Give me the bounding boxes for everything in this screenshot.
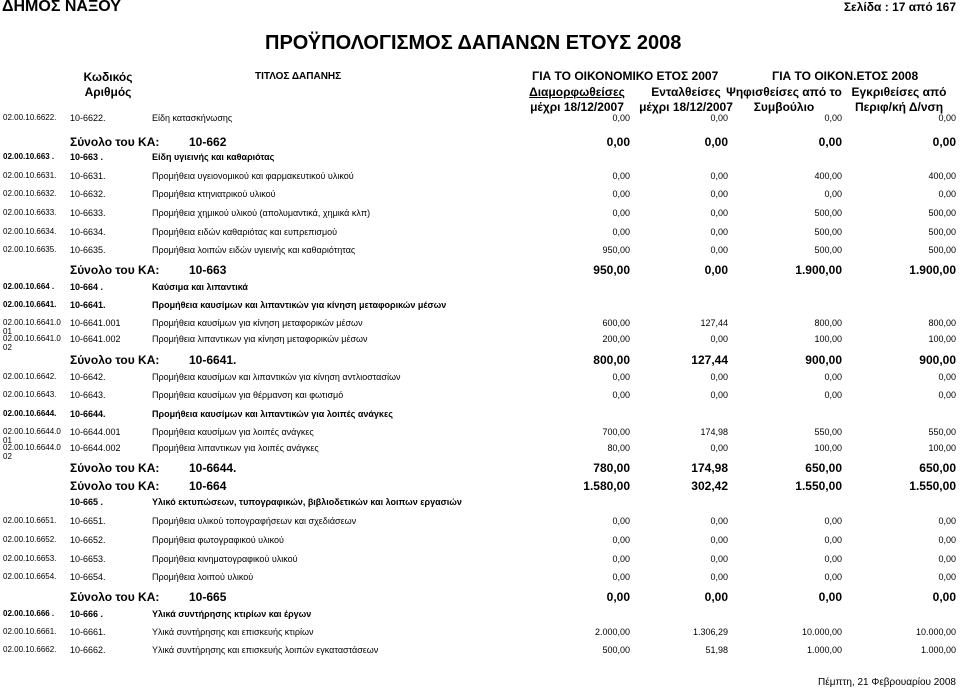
value-ordered-2007: 0,00 — [710, 443, 728, 453]
item-description: Υλικά συντήρησης και επισκευής κτιρίων — [152, 627, 314, 637]
value-ordered-2007: 51,98 — [705, 645, 728, 655]
column-header-c2-line2: μέχρι 18/12/2007 — [639, 100, 733, 114]
value-ordered-2007: 0,00 — [710, 372, 728, 382]
item-description: Προμήθεια καυσίμων για λοιπές ανάγκες — [152, 427, 314, 437]
value-approved-2008: 1.550,00 — [909, 479, 956, 493]
column-header-c1 — [520, 85, 634, 115]
value-approved-2008: 500,00 — [928, 245, 956, 255]
value-approved-2008: 100,00 — [928, 334, 956, 344]
total-label: Σύνολο του ΚΑ: — [70, 263, 160, 277]
group-row — [0, 152, 960, 168]
item-code: 10-6631. — [70, 171, 106, 181]
column-header-c3 — [724, 85, 844, 115]
value-ordered-2007: 0,00 — [710, 516, 728, 526]
total-label: Σύνολο του ΚΑ: — [70, 135, 160, 149]
value-voted-2008: 500,00 — [814, 245, 842, 255]
value-voted-2008: 0,00 — [818, 135, 842, 149]
table-row — [0, 189, 960, 205]
total-code: 10-664 — [189, 479, 227, 493]
value-ordered-2007: 0,00 — [710, 390, 728, 400]
value-approved-2008: 1.000,00 — [920, 645, 956, 655]
total-row — [0, 353, 960, 369]
item-code: 10-6632. — [70, 189, 106, 199]
value-approved-2008: 0,00 — [938, 189, 956, 199]
column-header-code-line1: Κωδικός — [83, 70, 133, 84]
account-code: 02.00.10.6644. — [3, 409, 57, 418]
item-description: Προμήθεια λιπαντικων για λοιπές ανάγκες — [152, 443, 319, 453]
account-code: 02.00.10.6653. — [3, 554, 57, 563]
item-description: Προμήθεια λοιπών ειδών υγιεινής και καθαριότητας — [152, 245, 356, 255]
value-ordered-2007: 302,42 — [691, 479, 728, 493]
item-description: Είδη υγιεινής και καθαριότας — [152, 152, 275, 162]
value-shaped-2007: 600,00 — [602, 318, 630, 328]
table-row — [0, 516, 960, 532]
total-code: 10-6641. — [189, 353, 237, 367]
value-voted-2008: 500,00 — [814, 208, 842, 218]
total-row — [0, 135, 960, 151]
value-voted-2008: 100,00 — [814, 334, 842, 344]
account-code-line1: 02.00.10.6641.0 — [3, 334, 61, 343]
table-row — [0, 318, 960, 334]
account-code: 02.00.10.666 . — [3, 609, 55, 618]
account-code-line2: 01 — [3, 327, 12, 336]
item-description: Προμήθεια υλικού τοπογραφήσεων και σχεδιάσεων — [152, 516, 357, 526]
value-ordered-2007: 0,00 — [704, 135, 728, 149]
item-description: Προμήθεια καυσίμων για θέρμανση και φωτισμό — [152, 390, 344, 400]
item-code: 10-6642. — [70, 372, 106, 382]
group-row — [0, 282, 960, 298]
value-approved-2008: 500,00 — [928, 208, 956, 218]
total-label: Σύνολο του ΚΑ: — [70, 353, 160, 367]
total-code: 10-665 — [189, 590, 227, 604]
value-voted-2008: 0,00 — [824, 572, 842, 582]
account-code: 02.00.10.6654. — [3, 572, 57, 581]
value-shaped-2007: 0,00 — [612, 390, 630, 400]
account-code: 02.00.10.6661. — [3, 627, 57, 636]
account-code: 02.00.10.6652. — [3, 535, 57, 544]
account-code: 02.00.10.6634. — [3, 227, 57, 236]
item-code: 10-6641.002 — [70, 334, 121, 344]
column-header-c1-line2: μέχρι 18/12/2007 — [530, 100, 624, 114]
value-voted-2008: 100,00 — [814, 443, 842, 453]
account-code: 02.00.10.6662. — [3, 645, 57, 654]
account-code: 02.00.10.6622. — [3, 113, 57, 122]
table-row — [0, 427, 960, 443]
value-voted-2008: 500,00 — [814, 227, 842, 237]
account-code-line2: 01 — [3, 436, 12, 445]
value-shaped-2007: 950,00 — [593, 263, 630, 277]
item-description: Προμήθεια φωτογραφικού υλικού — [152, 535, 284, 545]
value-shaped-2007: 1.580,00 — [583, 479, 630, 493]
table-row — [0, 208, 960, 224]
item-code: 10-6644.002 — [70, 443, 121, 453]
item-code: 10-6634. — [70, 227, 106, 237]
item-description: Υλικά συντήρησης και επισκευής λοιπών εγκαταστάσεων — [152, 645, 379, 655]
value-approved-2008: 0,00 — [938, 516, 956, 526]
account-code-line1: 02.00.10.6644.0 — [3, 443, 61, 452]
item-description: Προμήθεια υγειονομικού και φαρμακευτικού υλικού — [152, 171, 354, 181]
item-code: 10-6644.001 — [70, 427, 121, 437]
value-ordered-2007: 0,00 — [704, 590, 728, 604]
item-code: 10-665 . — [70, 497, 104, 507]
column-header-code-line2: Αριθμός — [84, 85, 132, 99]
item-code: 10-6652. — [70, 535, 106, 545]
column-header-c3-line1: Ψηφισθείσες από το — [726, 85, 842, 99]
item-code: 10-663 . — [70, 152, 104, 162]
value-ordered-2007: 0,00 — [710, 227, 728, 237]
value-shaped-2007: 0,00 — [606, 590, 630, 604]
total-code: 10-662 — [189, 135, 227, 149]
value-shaped-2007: 2.000,00 — [594, 627, 630, 637]
footer-date: Πέμπτη, 21 Φεβρουαρίου 2008 — [818, 677, 956, 688]
account-code-line1: 02.00.10.6641.0 — [3, 318, 61, 327]
value-shaped-2007: 700,00 — [602, 427, 630, 437]
page-number: Σελίδα : 17 από 167 — [843, 0, 956, 14]
value-voted-2008: 0,00 — [824, 516, 842, 526]
value-shaped-2007: 0,00 — [612, 113, 630, 123]
item-description: Προμήθεια καυσίμων και λιπαντικών για λοιπές ανάγκες — [152, 409, 393, 419]
account-code: 02.00.10.6631. — [3, 171, 57, 180]
item-description: Είδη κατασκήνωσης — [152, 113, 233, 123]
value-shaped-2007: 500,00 — [602, 645, 630, 655]
value-shaped-2007: 0,00 — [612, 572, 630, 582]
value-approved-2008: 650,00 — [919, 461, 956, 475]
value-approved-2008: 1.900,00 — [909, 263, 956, 277]
value-voted-2008: 1.550,00 — [795, 479, 842, 493]
value-approved-2008: 100,00 — [928, 443, 956, 453]
value-ordered-2007: 0,00 — [710, 334, 728, 344]
value-voted-2008: 0,00 — [824, 390, 842, 400]
value-approved-2008: 400,00 — [928, 171, 956, 181]
value-voted-2008: 800,00 — [814, 318, 842, 328]
column-header-c1-line1: Διαμορφωθείσες — [529, 85, 625, 99]
value-ordered-2007: 0,00 — [710, 245, 728, 255]
item-description: Προμήθεια λιπαντικων για κίνηση μεταφορικών μέσων — [152, 334, 368, 344]
item-code: 10-6633. — [70, 208, 106, 218]
total-row — [0, 479, 960, 495]
item-code: 10-6661. — [70, 627, 106, 637]
item-code: 10-6641. — [70, 300, 106, 310]
total-label: Σύνολο του ΚΑ: — [70, 479, 160, 493]
item-code: 10-6641.001 — [70, 318, 121, 328]
item-description: Προμήθεια καυσίμων και λιπαντικών για κίνηση αντλιοστασίων — [152, 372, 401, 382]
value-ordered-2007: 0,00 — [710, 535, 728, 545]
value-voted-2008: 550,00 — [814, 427, 842, 437]
value-approved-2008: 0,00 — [938, 390, 956, 400]
group-row — [0, 300, 960, 316]
table-row — [0, 443, 960, 459]
value-voted-2008: 400,00 — [814, 171, 842, 181]
account-code: 02.00.10.6632. — [3, 189, 57, 198]
value-voted-2008: 0,00 — [824, 554, 842, 564]
item-description: Προμήθεια λοιπού υλικού — [152, 572, 254, 582]
value-voted-2008: 1.900,00 — [795, 263, 842, 277]
value-ordered-2007: 0,00 — [710, 189, 728, 199]
column-header-group-2007: ΓΙΑ ΤΟ ΟΙΚΟΝΟΜΙΚΟ ΕΤΟΣ 2007 — [532, 69, 719, 83]
table-row — [0, 627, 960, 643]
value-shaped-2007: 0,00 — [612, 516, 630, 526]
total-row — [0, 590, 960, 606]
value-ordered-2007: 0,00 — [710, 113, 728, 123]
value-approved-2008: 10.000,00 — [915, 627, 956, 637]
item-description: Υλικά συντήρησης κτιρίων και έργων — [152, 609, 312, 619]
value-approved-2008: 0,00 — [938, 372, 956, 382]
account-code: 02.00.10.6641. — [3, 300, 57, 309]
value-approved-2008: 0,00 — [938, 535, 956, 545]
table-row — [0, 227, 960, 243]
item-description: Υλικό εκτυπώσεων, τυπογραφικών, βιβλιοδετικών και λοιπων εργασιών — [152, 497, 462, 507]
value-shaped-2007: 800,00 — [593, 353, 630, 367]
value-shaped-2007: 780,00 — [593, 461, 630, 475]
column-header-c3-line2: Συμβούλιο — [753, 100, 815, 114]
value-voted-2008: 0,00 — [824, 189, 842, 199]
value-approved-2008: 0,00 — [932, 590, 956, 604]
value-voted-2008: 0,00 — [818, 590, 842, 604]
value-ordered-2007: 0,00 — [710, 554, 728, 564]
table-row — [0, 245, 960, 261]
item-code: 10-666 . — [70, 609, 104, 619]
value-approved-2008: 900,00 — [919, 353, 956, 367]
item-code: 10-6635. — [70, 245, 106, 255]
group-row — [0, 409, 960, 425]
value-shaped-2007: 0,00 — [612, 535, 630, 545]
value-ordered-2007: 0,00 — [710, 208, 728, 218]
account-code — [3, 443, 61, 461]
item-code: 10-6662. — [70, 645, 106, 655]
account-code: 02.00.10.664 . — [3, 282, 55, 291]
table-row — [0, 113, 960, 129]
item-description: Προμήθεια καυσίμων και λιπαντικών για κίνηση μεταφορικών μέσων — [152, 300, 447, 310]
item-code: 10-664 . — [70, 282, 104, 292]
account-code: 02.00.10.6633. — [3, 208, 57, 217]
column-header-c4-line2: Περιφ/κή Δ/νση — [854, 100, 944, 114]
column-header-group-2008: ΓΙΑ ΤΟ ΟΙΚΟΝ.ΕΤΟΣ 2008 — [772, 69, 919, 83]
group-row — [0, 497, 960, 513]
value-voted-2008: 0,00 — [824, 372, 842, 382]
item-description: Καύσιμα και λιπαντικά — [152, 282, 248, 292]
value-ordered-2007: 0,00 — [710, 572, 728, 582]
table-row — [0, 390, 960, 406]
value-ordered-2007: 174,98 — [700, 427, 728, 437]
value-voted-2008: 900,00 — [805, 353, 842, 367]
value-shaped-2007: 950,00 — [602, 245, 630, 255]
item-code: 10-6622. — [70, 113, 106, 123]
table-row — [0, 572, 960, 588]
column-header-c2-line1: Ενταλθείσες — [651, 85, 721, 99]
value-ordered-2007: 0,00 — [704, 263, 728, 277]
column-header-c4-line1: Εγκριθείσες από — [851, 85, 947, 99]
total-row — [0, 263, 960, 279]
table-row — [0, 372, 960, 388]
value-ordered-2007: 0,00 — [710, 171, 728, 181]
account-code: 02.00.10.6643. — [3, 390, 57, 399]
account-code-line2: 02 — [3, 452, 12, 461]
item-code: 10-6654. — [70, 572, 106, 582]
item-description: Προμήθεια κτηνιατρικού υλικού — [152, 189, 276, 199]
item-code: 10-6643. — [70, 390, 106, 400]
value-shaped-2007: 80,00 — [607, 443, 630, 453]
value-shaped-2007: 200,00 — [602, 334, 630, 344]
item-description: Προμήθεια ειδών καθαριότας και ευπρεπισμού — [152, 227, 338, 237]
value-shaped-2007: 0,00 — [606, 135, 630, 149]
municipality-name: ΔΗΜΟΣ ΝΑΞΟΥ — [2, 0, 121, 15]
account-code: 02.00.10.6635. — [3, 245, 57, 254]
value-shaped-2007: 0,00 — [612, 372, 630, 382]
column-header-title: ΤΙΤΛΟΣ ΔΑΠΑΝΗΣ — [255, 71, 342, 82]
value-shaped-2007: 0,00 — [612, 554, 630, 564]
value-ordered-2007: 174,98 — [691, 461, 728, 475]
table-row — [0, 554, 960, 570]
table-row — [0, 645, 960, 661]
value-approved-2008: 0,00 — [938, 572, 956, 582]
item-description: Προμήθεια χημικού υλικού (απολυμαντικά, χημικά κλπ) — [152, 208, 371, 218]
value-ordered-2007: 127,44 — [691, 353, 728, 367]
value-approved-2008: 550,00 — [928, 427, 956, 437]
total-code: 10-663 — [189, 263, 227, 277]
total-label: Σύνολο του ΚΑ: — [70, 461, 160, 475]
column-header-c4 — [840, 85, 958, 115]
value-voted-2008: 0,00 — [824, 113, 842, 123]
account-code: 02.00.10.6651. — [3, 516, 57, 525]
column-header-code — [78, 70, 138, 100]
total-label: Σύνολο του ΚΑ: — [70, 590, 160, 604]
value-approved-2008: 0,00 — [932, 135, 956, 149]
value-ordered-2007: 127,44 — [700, 318, 728, 328]
item-code: 10-6644. — [70, 409, 106, 419]
value-voted-2008: 1.000,00 — [806, 645, 842, 655]
table-row — [0, 334, 960, 350]
value-voted-2008: 0,00 — [824, 535, 842, 545]
item-code: 10-6653. — [70, 554, 106, 564]
table-row — [0, 535, 960, 551]
account-code: 02.00.10.663 . — [3, 152, 55, 161]
account-code-line2: 02 — [3, 343, 12, 352]
total-code: 10-6644. — [189, 461, 237, 475]
value-approved-2008: 0,00 — [938, 113, 956, 123]
value-shaped-2007: 0,00 — [612, 227, 630, 237]
item-code: 10-6651. — [70, 516, 106, 526]
item-description: Προμήθεια καυσίμων για κίνηση μεταφορικών μέσων — [152, 318, 363, 328]
value-shaped-2007: 0,00 — [612, 189, 630, 199]
value-approved-2008: 800,00 — [928, 318, 956, 328]
value-approved-2008: 500,00 — [928, 227, 956, 237]
account-code: 02.00.10.6642. — [3, 372, 57, 381]
account-code-line1: 02.00.10.6644.0 — [3, 427, 61, 436]
value-approved-2008: 0,00 — [938, 554, 956, 564]
page-title: ΠΡΟΫΠΟΛΟΓΙΣΜΟΣ ΔΑΠΑΝΩΝ ΕΤΟΥΣ 2008 — [265, 32, 682, 54]
value-shaped-2007: 0,00 — [612, 208, 630, 218]
group-row — [0, 609, 960, 625]
account-code — [3, 334, 61, 352]
value-shaped-2007: 0,00 — [612, 171, 630, 181]
table-row — [0, 171, 960, 187]
value-ordered-2007: 1.306,29 — [692, 627, 728, 637]
value-voted-2008: 650,00 — [805, 461, 842, 475]
item-description: Προμήθεια κινηματογραφικού υλικού — [152, 554, 298, 564]
total-row — [0, 461, 960, 477]
value-voted-2008: 10.000,00 — [801, 627, 842, 637]
